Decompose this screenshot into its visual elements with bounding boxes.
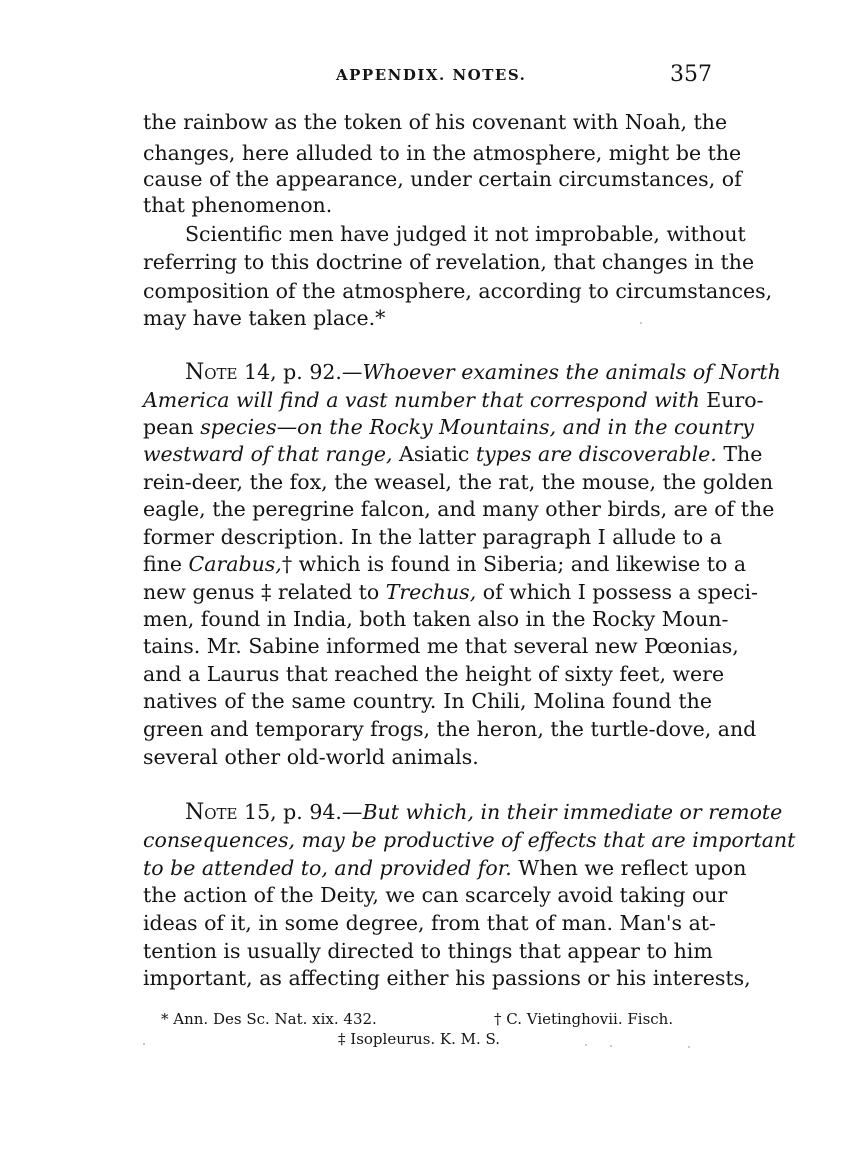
text-line: new genus ‡ related to Trechus, of which I possess a speci- [143, 580, 758, 604]
text-line: rein-deer, the fox, the weasel, the rat, the mouse, the golden [143, 470, 774, 494]
text-line: and a Laurus that reached the height of sixty feet, were [143, 662, 725, 686]
footnote-dagger: † C. Vietinghovii. Fisch. [494, 1010, 674, 1028]
text-line: several other old-world animals. [143, 745, 479, 769]
text-line: tention is usually directed to things that appear to him [143, 939, 713, 963]
text-line: pean species—on the Rocky Mountains, and in the country [143, 415, 754, 439]
text-line: tains. Mr. Sabine informed me that several new Pœonias, [143, 634, 739, 658]
scan-speck [640, 322, 642, 324]
note-label: Note [185, 800, 238, 825]
text-line: composition of the atmosphere, according to circumstances, [143, 279, 773, 303]
text-line: important, as affecting either his passions or his interests, [143, 966, 751, 990]
text-line: the rainbow as the token of his covenant with Noah, the [143, 110, 728, 134]
text-line: green and temporary frogs, the heron, the turtle-dove, and [143, 717, 757, 741]
text-line: natives of the same country. In Chili, Molina found the [143, 689, 712, 713]
text-line: that phenomenon. [143, 193, 333, 217]
scan-speck [688, 1046, 690, 1048]
scan-speck [143, 1043, 145, 1045]
page-header [140, 62, 712, 92]
footnote-star: * Ann. Des Sc. Nat. xix. 432. [161, 1010, 377, 1028]
scan-speck [585, 1044, 587, 1046]
text-line: men, found in India, both taken also in the Rocky Moun- [143, 607, 729, 631]
footnote-double-dagger: ‡ Isopleurus. K. M. S. [338, 1030, 501, 1048]
text-line: cause of the appearance, under certain circumstances, of [143, 167, 742, 191]
note-14-heading: Note 14, p. 92.—Whoever examines the animals of North [185, 360, 781, 385]
note-15-heading: Note 15, p. 94.—But which, in their immediate or remote [185, 800, 783, 825]
text-line: westward of that range, Asiatic types are discoverable. The [143, 442, 763, 466]
page-number: 357 [670, 62, 712, 87]
text-line: Scientific men have judged it not improbable, without [185, 222, 746, 246]
text-line: changes, here alluded to in the atmosphere, might be the [143, 141, 742, 165]
text-line: former description. In the latter paragraph I allude to a [143, 525, 722, 549]
text-line: America will find a vast number that correspond with Euro- [143, 388, 764, 412]
text-line: the action of the Deity, we can scarcely avoid taking our [143, 883, 728, 907]
text-line: may have taken place.* [143, 306, 386, 330]
note-label: Note [185, 360, 238, 385]
text-line: consequences, may be productive of effects that are important [143, 828, 796, 852]
text-line: fine Carabus,† which is found in Siberia; and likewise to a [143, 552, 747, 576]
scan-speck [610, 1045, 612, 1047]
text-line: to be attended to, and provided for. When we reflect upon [143, 856, 747, 880]
running-head: APPENDIX. NOTES. [336, 66, 527, 84]
text-line: eagle, the peregrine falcon, and many other birds, are of the [143, 497, 775, 521]
text-line: ideas of it, in some degree, from that of man. Man's at- [143, 911, 716, 935]
text-line: referring to this doctrine of revelation, that changes in the [143, 250, 755, 274]
